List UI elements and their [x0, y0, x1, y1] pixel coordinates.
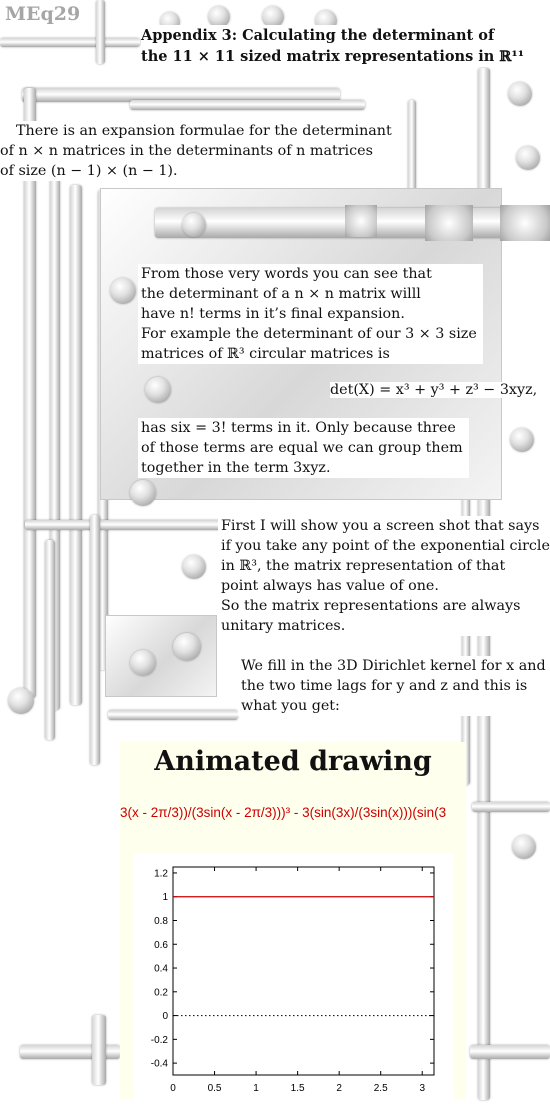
paragraph-line: if you take any point of the exponential circle	[221, 538, 550, 554]
y-tick-label: 1.2	[154, 868, 168, 880]
animated-drawing-expression: 3(x - 2π/3))/(3sin(x - 2π/3)))³ - 3(sin(3x)/(3sin(x)))(sin(3	[120, 805, 447, 820]
paragraph-screenshot-intro	[218, 516, 550, 636]
y-tick-label: 0.2	[154, 987, 168, 999]
paragraph-line: of those terms are equal we can group them	[141, 440, 463, 456]
y-tick-label: -0.4	[150, 1058, 168, 1070]
title-line-2: the 11 × 11 sized matrix representations in ℝ¹¹	[141, 48, 525, 65]
y-tick-label: 0.6	[154, 939, 168, 951]
paragraph-line: have n! terms in it’s final expansion.	[141, 306, 405, 322]
paragraph-line: has six = 3! terms in it. Only because three	[141, 420, 456, 436]
x-tick-label: 0	[170, 1083, 176, 1094]
x-tick-label: 3	[419, 1083, 426, 1094]
paragraph-line: point always has value of one.	[221, 578, 439, 594]
y-tick-label: 0.4	[154, 963, 168, 975]
paragraph-line: of n × n matrices in the determinants of n matrices	[0, 143, 373, 159]
paragraph-line: the two time lags for y and z and this is	[241, 678, 528, 694]
plot-frame	[173, 867, 434, 1075]
y-tick-label: 0.8	[154, 915, 168, 927]
paragraph-line: of size (n − 1) × (n − 1).	[0, 163, 178, 179]
paragraph-line: the determinant of a n × n matrix willl	[141, 286, 421, 302]
paragraph-line: together in the term 3xyz.	[141, 460, 331, 476]
paragraph-dirichlet	[238, 656, 550, 716]
paragraph-line: matrices of ℝ³ circular matrices is	[141, 346, 390, 362]
x-tick-label: 2	[336, 1083, 342, 1094]
paragraph-expansion	[0, 121, 398, 181]
paragraph-line: So the matrix representations are always	[221, 598, 521, 614]
paragraph-line: There is an expansion formulae for the determinant	[16, 123, 392, 139]
page-title	[141, 25, 524, 67]
y-tick-label: 0	[162, 1011, 168, 1023]
paragraph-six-terms	[138, 418, 469, 478]
paragraph-line: For example the determinant of our 3 × 3 size	[141, 326, 477, 342]
paragraph-line: in ℝ³, the matrix representation of that	[221, 558, 506, 574]
line-chart	[134, 853, 454, 1100]
x-tick-label: 2.5	[373, 1083, 388, 1094]
paragraph-line: unitary matrices.	[221, 618, 346, 634]
plot-area	[134, 853, 454, 1100]
paragraph-line: We fill in the 3D Dirichlet kernel for x and	[241, 658, 546, 674]
y-tick-label: -0.2	[150, 1034, 168, 1046]
x-tick-label: 0.5	[207, 1083, 222, 1094]
paragraph-determinant-terms	[138, 264, 483, 364]
paragraph-line: From those very words you can see that	[141, 266, 432, 282]
logo: MEq29	[5, 3, 81, 25]
animated-drawing-title: Animated drawing	[154, 746, 432, 777]
x-tick-label: 1	[253, 1083, 259, 1094]
x-tick-label: 1.5	[290, 1083, 305, 1094]
y-tick-label: 1	[162, 892, 168, 904]
title-line-1: Appendix 3: Calculating the determinant of	[141, 27, 495, 44]
paragraph-line: what you get:	[241, 698, 340, 714]
determinant-formula: det(X) = x³ + y³ + z³ − 3xyz,	[330, 382, 538, 398]
paragraph-line: First I will show you a screen shot that says	[221, 518, 540, 534]
